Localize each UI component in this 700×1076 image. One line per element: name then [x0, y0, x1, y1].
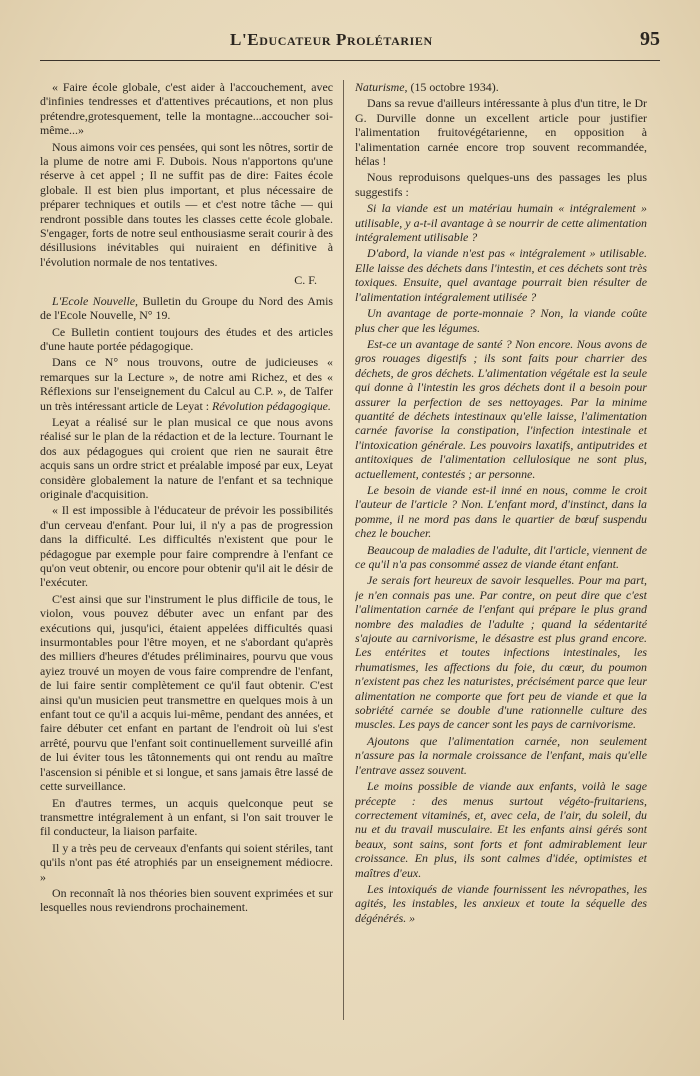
- quoted-paragraph: Le besoin de viande est-il inné en nous, comme le croit l'auteur de l'article ? Non. L'enfant mord, d'instinct, dans la pomme, il ne mord pas dans le quartier de bœuf suspendu chez le boucher.: [355, 482, 647, 541]
- paragraph-text: Dans ce N° nous trouvons, outre de judicieuses « remarques sur la Lecture », de notre ami Richez, et des « Réflexions sur l'enseignement du Calcul au C.P. », de Talfer un très intéressant article de Leyat :: [40, 355, 333, 413]
- publication-title: L'Ecole Nouvelle,: [52, 293, 139, 308]
- paragraph: Il y a très peu de cerveaux d'enfants qui soient stériles, tant qu'ils n'ont pas été atrophiés par un enseignement médiocre. »: [40, 840, 333, 884]
- article-title: Révolution pédagogique.: [212, 398, 331, 413]
- paragraph: Leyat a réalisé sur le plan musical ce que nous avons réalisé sur le plan de la rédaction et de la lecture. Tournant le dos aux pédagogues qui croient que rien ne saurait être acquis sans un ordre strict et préalable imposé par eux, Leyat considère globalement la nature de l'enfant et sa technique originale d'acquisition.: [40, 414, 333, 501]
- quoted-paragraph: Un avantage de porte-monnaie ? Non, la viande coûte plus cher que les légumes.: [355, 306, 647, 335]
- publication-details: Bulletin du Groupe du Nord des Amis de l'Ecole Nouvelle, N° 19.: [40, 293, 333, 323]
- publication-date: (15 octobre 1934).: [407, 80, 499, 94]
- quoted-paragraph: Beaucoup de maladies de l'adulte, dit l'article, viennent de ce qu'il n'a pas consommé assez de viande étant enfant.: [355, 542, 647, 571]
- paragraph: [355, 80, 647, 94]
- page-number: 95: [640, 28, 660, 50]
- paragraph: [40, 355, 333, 413]
- quoted-paragraph: Si la viande est un matériau humain « intégralement » utilisable, y a-t-il avantage à se nourrir de cette alimentation intégralement utilisable ?: [355, 201, 647, 245]
- quoted-paragraph: Je serais fort heureux de savoir lesquelles. Pour ma part, je n'en connais pas une. Par contre, on peut dire que c'est l'alimentation carnée de l'enfant qui prépare le plus grand nombre des maladies de l'adulte ; quand la sédentarité s'ajoute au carnivorisme, le désastre est plus grand encore. Les entérites et toutes infections intestinales, les rhumatismes, les affections du foie, du cœur, du poumon n'existent pas chez les naturistes, précisément parce que leur alimentation ne comporte que fort peu de viande et que la sobriété carnée se double d'une rationnelle culture des muscles. Les pays de cancer sont les pays de carnivorisme.: [355, 573, 647, 732]
- paragraph: « Faire école globale, c'est aider à l'accouchement, avec d'infinies tendresses et d'attentives précautions, et non plus prétendre,grotesquement, telle la montagne...accoucher soi-même...»: [40, 80, 333, 138]
- paragraph: « Il est impossible à l'éducateur de prévoir les possibilités d'un cerveau d'enfant. Pour lui, il n'y a pas de progression dans la difficulté. Les difficultés n'existent que pour le pédagogue par exemple pour faire comprendre à l'enfant ce qu'on veut obtenir, ou encore pour obtenir qu'il ait le désir de l'exécuter.: [40, 503, 333, 590]
- paragraph: Ce Bulletin contient toujours des études et des articles d'une haute portée pédagogique.: [40, 324, 333, 353]
- paragraph: On reconnaît là nos théories bien souvent exprimées et sur lesquelles nous reviendrons prochainement.: [40, 885, 333, 915]
- paragraph: [40, 294, 333, 323]
- publication-title: Naturisme,: [355, 80, 408, 94]
- quoted-paragraph: Le moins possible de viande aux enfants, voilà le sage précepte : des menus surtout végéto-fruitariens, correctement vitaminés, et, avec cela, de l'air, du soleil, du nu et du travail musculaire. Et les enfants ainsi gérés sont beaux, sont sains, sont forts et font admirablement leur croissance. En plus, ils sont calmes d'idée, optimistes et maîtres d'eux.: [355, 779, 647, 880]
- running-header: [40, 28, 660, 61]
- quoted-paragraph: Ajoutons que l'alimentation carnée, non seulement n'assure pas la normale croissance de l'enfant, mais qu'elle l'entrave assez souvent.: [355, 733, 647, 777]
- quoted-paragraph: Les intoxiqués de viande fournissent les névropathes, les agités, les instables, les anxieux et toute la séquelle des dégénérés. »: [355, 881, 647, 925]
- column-divider: [343, 80, 344, 1020]
- signature: C. F.: [294, 273, 317, 288]
- left-column: [40, 80, 333, 1030]
- paragraph: En d'autres termes, un acquis quelconque peut se transmettre intégralement à un enfant, si l'on sait trouver le fil conducteur, la liaison parfaite.: [40, 795, 333, 839]
- right-column: [355, 80, 647, 1030]
- paragraph: Nous reproduisons quelques-uns des passages les plus suggestifs :: [355, 170, 647, 199]
- paragraph: Nous aimons voir ces pensées, qui sont les nôtres, sortir de la plume de notre ami F. Dubois. Nous n'apportons qu'une réserve à cet appel ; Il ne suffit pas de dire: Faites école globale. Il est bien plus important, et plus nécessaire de préparer techniques et outils — et c'est notre tâche — qui rendront possible dans toutes les classes cette école globale. S'engager, forts de notre seul enthousiasme serait courir à des désillusions inévitables qui nuiraient en définitive à l'évolution normale de nos tentatives.: [40, 139, 333, 269]
- quoted-paragraph: D'abord, la viande n'est pas « intégralement » utilisable. Elle laisse des déchets dans l'intestin, et ces déchets sont très toxiques. Ensuite, quel avantage pourrait bien résulter de l'alimentation intégralement utilisée ?: [355, 246, 647, 304]
- journal-title: L'Educateur Prolétarien: [230, 30, 433, 49]
- quoted-paragraph: Est-ce un avantage de santé ? Non encore. Nous avons de gros rouages digestifs ; ils sont faits pour charrier des déchets, de gros déchets. L'alimentation végétale est la seule qui donne à l'intestin les gros déchets dont il a besoin pour assurer la perfection de ses nettoyages. Par la minime quantité de déchets intestinaux qu'elle laisse, l'alimentation carnée favorise la constipation, l'infection intestinale et l'intoxication générale. Les pouvoirs laxatifs, antiputrides et antitoxiques de l'alimentation cellulosique ne sont plus, actuellement, contestés ; ar personne.: [355, 336, 647, 481]
- paragraph: Dans sa revue d'ailleurs intéressante à plus d'un titre, le Dr G. Durville donne un excellent article pour justifier l'alimentation fruitovégétarienne, en opposition à l'alimentation carnée encore trop souvent recommandée, hélas !: [355, 96, 647, 169]
- paragraph: C'est ainsi que sur l'instrument le plus difficile de tous, le violon, vous pouvez débuter avec un enfant par des exécutions qui, jusqu'ici, étaient appelées difficultés quasi insurmontables pour l'être moyen, et ne s'abordant qu'après des milliers d'heures d'études préliminaires, pourvu que vous ayiez trouvé un moyen de vous faire comprendre de l'enfant, de lui faire sentir complètement ce qu'il faut obtenir. C'est ainsi qu'un musicien peut transmettre en quelques mois à un enfant tout ce qu'il a acquis lui-même, pendant des années, et faire débuter cet enfant en partant de l'endroit où lui s'est arrêté, pourvu que l'enfant soit continuellement surveillé afin de lui éviter tous les tâtonnements qui ont rendu au maître l'ascension si pénible et si longue, et sans jamais être lassé de cette surveillance.: [40, 591, 333, 794]
